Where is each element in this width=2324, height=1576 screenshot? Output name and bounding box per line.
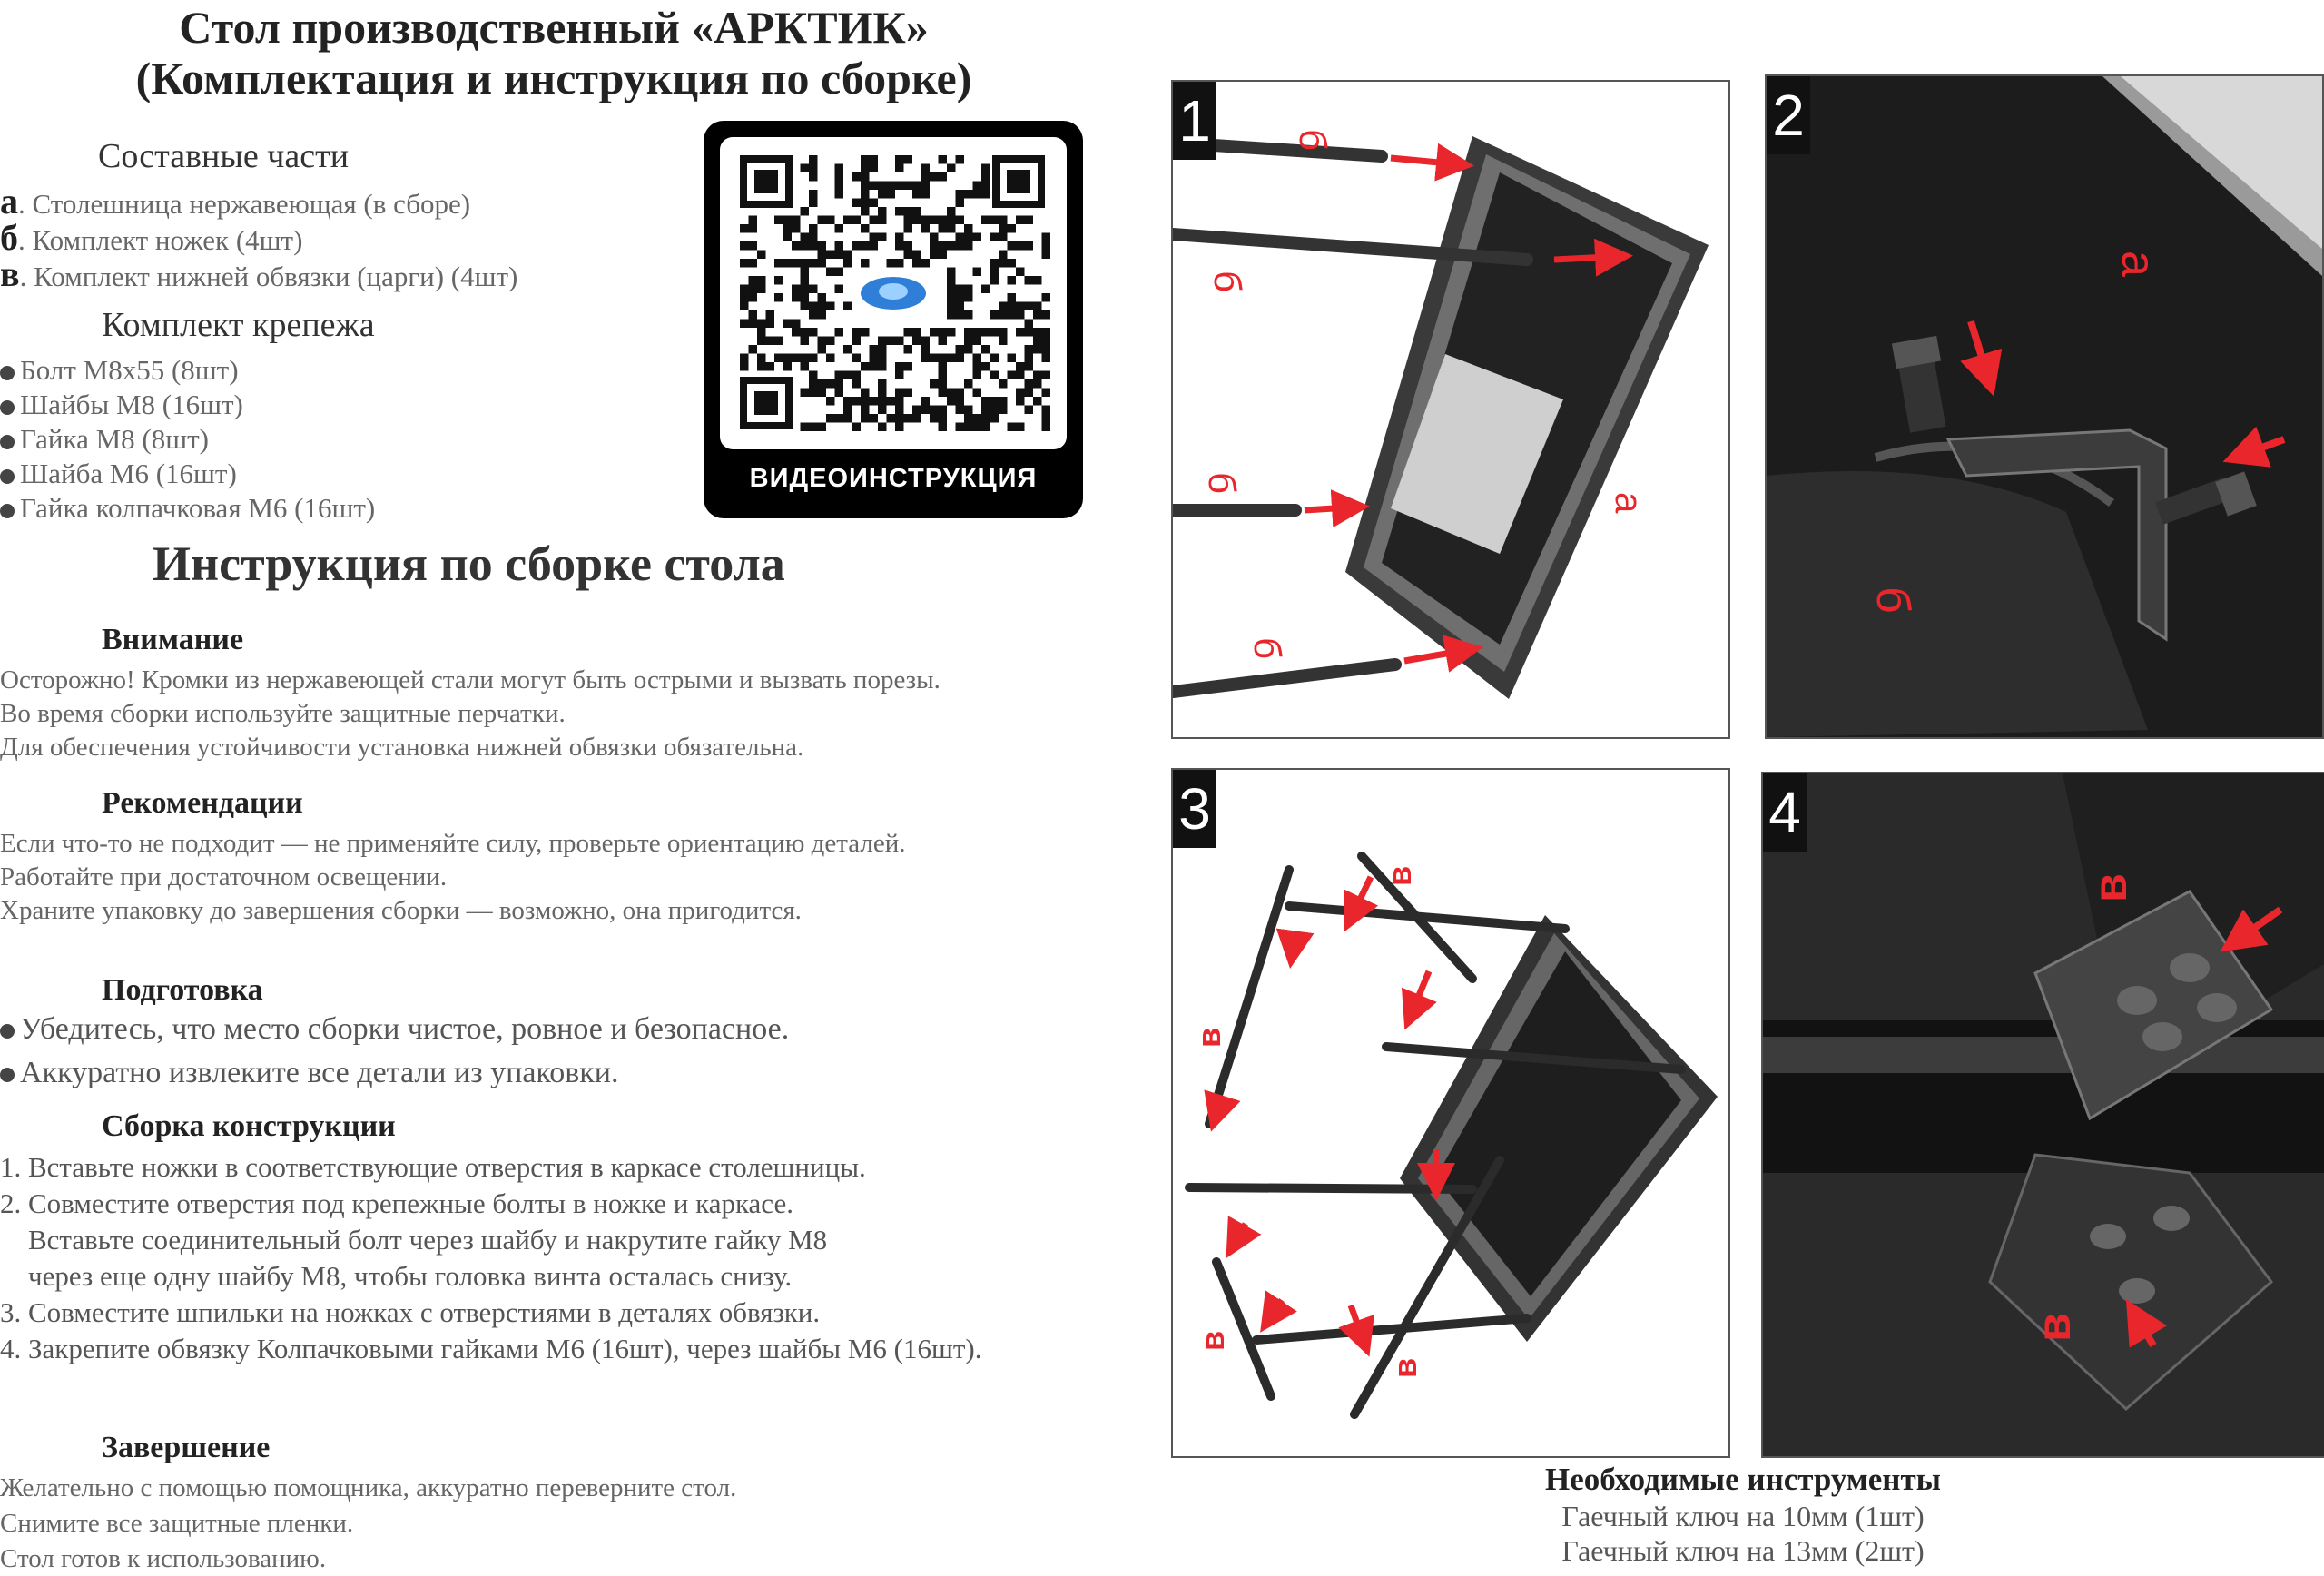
step-panel-4 [1761,772,2324,1458]
step-panel-1 [1171,80,1730,739]
part-letter: б [0,217,18,258]
label-b: б [1292,129,1334,152]
fastener-item: Гайка колпачковая М6 (16шт) [0,492,375,525]
assembly-step: 3. Совместите шпильки на ножках с отверстиями в деталях обвязки. [0,1296,821,1328]
parts-heading: Составные части [98,137,350,175]
assembly-step: 4. Закрепите обвязку Колпачковыми гайками М6 (16шт), через шайбы М6 (16шт). [0,1333,982,1364]
recommendation-line: Если что-то не подходит — не применяйте силу, проверьте ориентацию деталей. [0,829,906,858]
completion-line: Стол готов к использованию. [0,1544,327,1573]
preparation-heading: Подготовка [102,973,263,1007]
bullet-icon [0,435,15,449]
label-b: б [1206,271,1249,293]
attention-line: Осторожно! Кромки из нержавеющей стали могут быть острыми и вызвать порезы. [0,665,940,694]
step-number-1: 1 [1173,82,1216,160]
part-letter: а [0,181,18,222]
part-text: . Комплект нижней обвязки (царги) (4шт) [19,261,518,292]
fastener-item: Болт М8х55 (8шт) [0,354,239,387]
tool-item: Гаечный ключ на 13мм (2шт) [1561,1534,1925,1567]
qr-code-icon [720,137,1067,449]
tools-heading: Необходимые инструменты [1545,1462,1941,1497]
page-title-line1: Стол производственный «АРКТИК» [179,2,929,53]
label-b: б [1866,586,1919,614]
label-v: в [2028,1313,2081,1342]
label-a: а [1608,492,1650,514]
recommendations-heading: Рекомендации [102,786,303,820]
label-b: б [1201,472,1244,495]
completion-line: Желательно с помощью помощника, аккуратно переверните стол. [0,1473,737,1502]
tool-item: Гаечный ключ на 10мм (1шт) [1561,1500,1925,1532]
step-panel-3 [1171,768,1730,1458]
video-qr-link[interactable] [704,121,1083,518]
fastener-item: Шайба М6 (16шт) [0,458,237,490]
preparation-item: Аккуратно извлеките все детали из упаковки. [0,1051,618,1095]
fastener-item: Шайбы М8 (16шт) [0,389,243,421]
assembly-step: через еще одну шайбу М8, чтобы головка винта осталась снизу. [0,1260,793,1292]
step-number-3: 3 [1173,770,1216,848]
bullet-icon [0,469,15,484]
part-text: . Комплект ножек (4шт) [18,224,303,256]
recommendation-line: Работайте при достаточном освещении. [0,862,448,891]
bullet-icon [0,366,15,380]
fastener-item: Гайка М8 (8шт) [0,423,209,456]
label-v: в [2084,873,2137,902]
bullet-icon [0,1068,15,1082]
leg-bolt-detail-illustration [1767,76,2322,737]
preparation-item: Убедитесь, что место сборки чистое, ровное и безопасное. [0,1008,789,1051]
completion-heading: Завершение [102,1431,271,1464]
assembly-step: 1. Вставьте ножки в соответствующие отверстия в каркасе столешницы. [0,1151,866,1183]
label-v: в [1381,865,1418,886]
bullet-icon [0,504,15,518]
bullet-icon [0,1024,15,1039]
table-frame-illustration [1173,82,1728,737]
page-title-line2: (Комплектация и инструкция по сборке) [135,53,972,103]
step-number-4: 4 [1763,773,1807,852]
fasteners-heading: Комплект крепежа [102,306,375,344]
recommendation-line: Храните упаковку до завершения сборки — возможно, она пригодится. [0,896,802,925]
step-number-2: 2 [1767,76,1810,154]
qr-code [720,137,1067,449]
frame-rails-illustration [1173,770,1728,1456]
part-text: . Столешница нержавеющая (в сборе) [18,188,471,220]
attention-line: Для обеспечения устойчивости установка нижней обвязки обязательна. [0,733,804,762]
part-letter: в [0,253,20,294]
assembly-step: 2. Совместите отверстия под крепежные болты в ножке и каркасе. [0,1187,793,1219]
rail-nut-detail-illustration [1763,773,2324,1456]
label-v: в [1194,1330,1231,1351]
label-v: в [1190,1027,1227,1048]
step-panel-2 [1765,74,2324,739]
instructions-heading: Инструкция по сборке стола [153,537,785,591]
label-v: в [1386,1357,1423,1378]
attention-heading: Внимание [102,623,244,656]
qr-caption: ВИДЕОИНСТРУКЦИЯ [749,464,1038,493]
completion-line: Снимите все защитные пленки. [0,1509,354,1538]
assembly-heading: Сборка конструкции [102,1109,396,1143]
attention-line: Во время сборки используйте защитные перчатки. [0,699,566,728]
label-a: а [2112,251,2164,277]
bullet-icon [0,400,15,415]
label-b: б [1246,637,1289,660]
parts-item [0,252,517,295]
assembly-step: Вставьте соединительный болт через шайбу и накрутите гайку М8 [0,1224,828,1256]
